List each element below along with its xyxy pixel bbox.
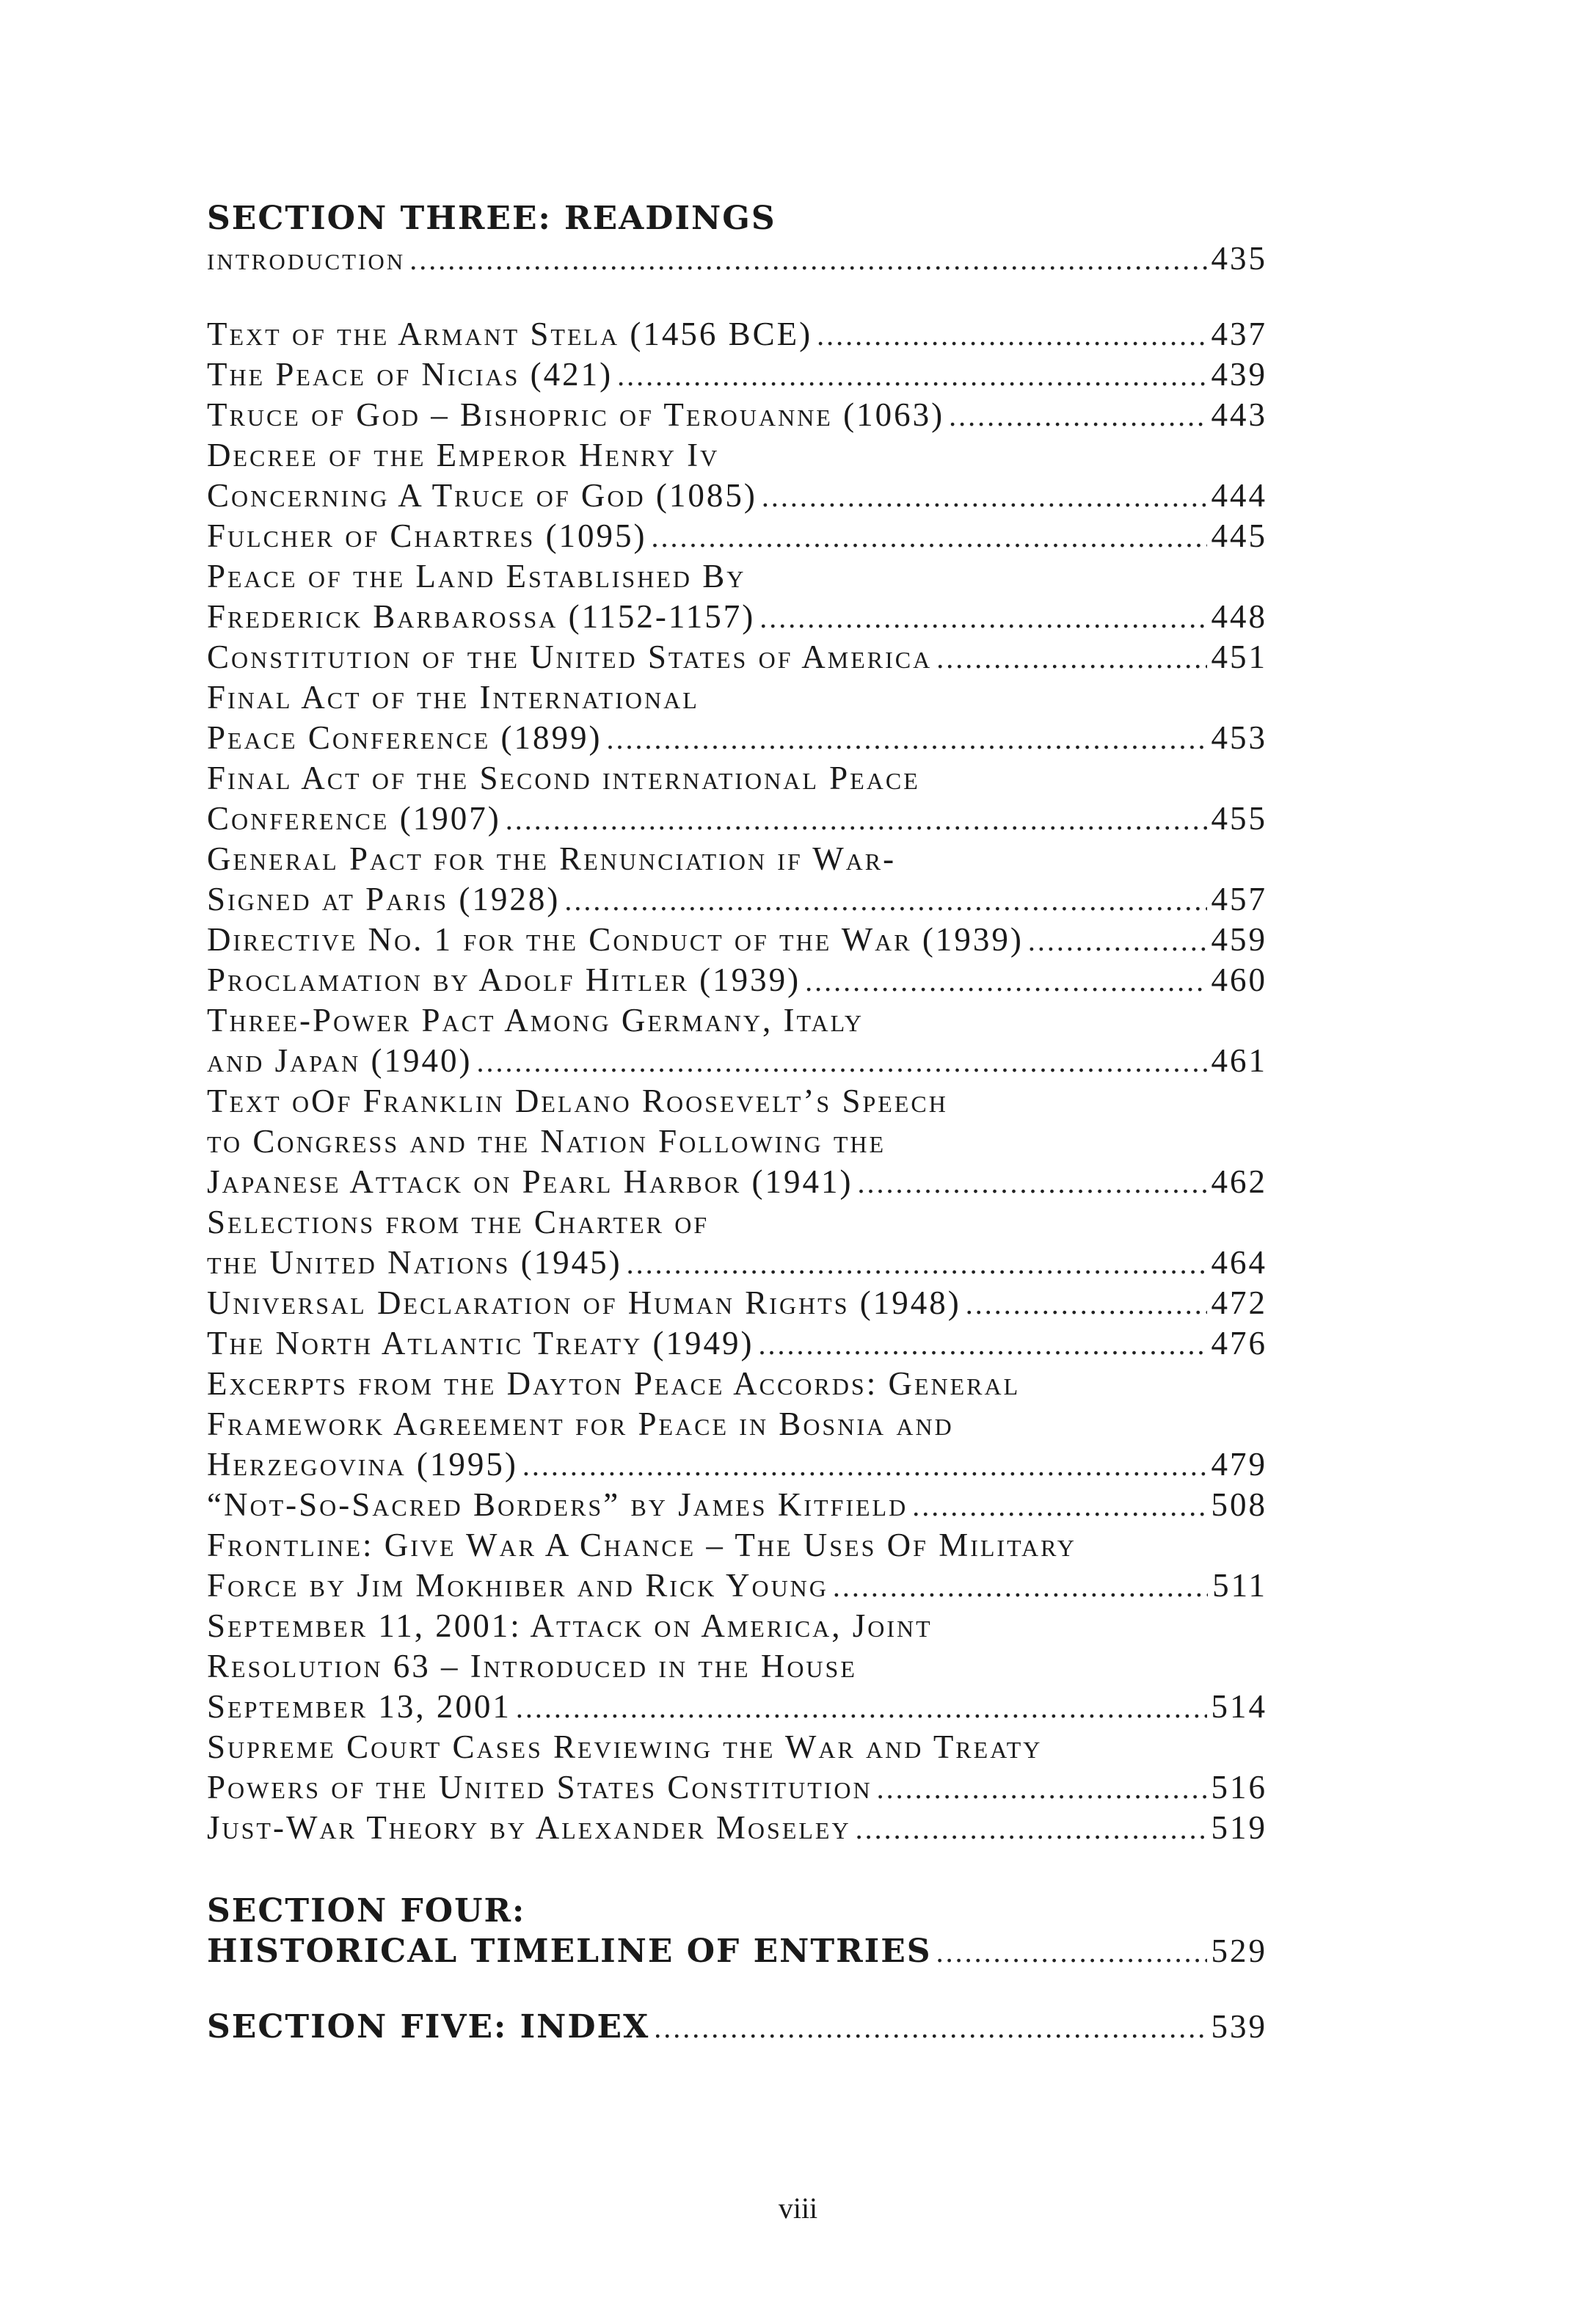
toc-entry-page: 457: [1211, 881, 1267, 917]
toc-entry-page: 514: [1211, 1688, 1267, 1725]
spacer: [207, 279, 1267, 314]
toc-entry: [207, 920, 1267, 960]
dot-leader: [759, 597, 1206, 638]
toc-entry-title: Text of the Armant Stela (1456 BCE): [207, 316, 813, 352]
dot-leader: [856, 1808, 1207, 1849]
toc-entry: [207, 637, 1267, 677]
toc-entry: [207, 1283, 1267, 1323]
toc-entry: [207, 1566, 1267, 1606]
toc-entry-title: Powers of the United States Constitution: [207, 1769, 872, 1806]
dot-leader: [522, 1445, 1207, 1486]
table-of-contents: [207, 198, 1267, 2047]
toc-entry: [207, 1485, 1267, 1525]
section-four-heading: SECTION FOUR:: [207, 1892, 526, 1930]
toc-entry-line: Decree of the Emperor Henry Iv: [207, 437, 720, 473]
toc-entry-page: 445: [1211, 517, 1267, 554]
toc-entry-title: the United Nations (1945): [207, 1244, 622, 1281]
dot-leader: [477, 1042, 1207, 1082]
dot-leader: [805, 961, 1206, 1001]
dot-leader: [506, 799, 1207, 840]
toc-entry: [207, 476, 1267, 516]
toc-entry-title: and Japan (1940): [207, 1042, 473, 1079]
toc-entry: [207, 395, 1267, 435]
toc-entry-title: INTRODUCTION: [207, 249, 406, 275]
toc-entry-line: Framework Agreement for Peace in Bosnia and: [207, 1406, 954, 1442]
toc-entry-line: to Congress and the Nation Following the: [207, 1123, 886, 1160]
toc-entry-page: 472: [1211, 1284, 1267, 1321]
spacer: [207, 1971, 1267, 2007]
toc-entry-page: 444: [1211, 477, 1267, 514]
toc-entry: [207, 314, 1267, 355]
toc-entry-page: 511: [1212, 1567, 1267, 1604]
toc-entry-page: 461: [1211, 1042, 1267, 1079]
toc-entry: [207, 718, 1267, 758]
toc-entry: [207, 799, 1267, 839]
toc-entry: [207, 355, 1267, 395]
toc-entry-index: [207, 2007, 1267, 2047]
toc-entry-title: “Not-So-Sacred Borders” by James Kitfield: [207, 1486, 908, 1523]
dot-leader: [516, 1687, 1207, 1728]
toc-entry-line: Frontline: Give War A Chance – The Uses Of Military: [207, 1527, 1076, 1563]
toc-entry-page: 459: [1211, 921, 1267, 958]
toc-entry: [207, 1687, 1267, 1727]
toc-entry: [207, 960, 1267, 1000]
dot-leader: [758, 1324, 1206, 1364]
toc-entry: [207, 1243, 1267, 1283]
toc-entry: [207, 1767, 1267, 1808]
dot-leader: [912, 1486, 1206, 1526]
toc-entry-line: Supreme Court Cases Reviewing the War and Treaty: [207, 1728, 1043, 1765]
toc-entry-page: 464: [1211, 1244, 1267, 1281]
toc-entry-line: Resolution 63 – Introduced in the House: [207, 1648, 857, 1684]
dot-leader: [966, 1284, 1207, 1324]
toc-entry-line: Final Act of the Second international Peace: [207, 760, 920, 796]
toc-entry-page: 508: [1211, 1486, 1267, 1523]
section-three-heading: SECTION THREE: READINGS: [207, 200, 776, 237]
toc-entry: [207, 516, 1267, 556]
toc-entry-line: Text oOf Franklin Delano Roosevelt’s Speech: [207, 1083, 948, 1119]
toc-entry-page: 451: [1211, 639, 1267, 675]
toc-entry-title: Universal Declaration of Human Rights (1948): [207, 1284, 961, 1321]
toc-entry: [207, 1323, 1267, 1364]
toc-entry-title: Frederick Barbarossa (1152-1157): [207, 598, 756, 635]
toc-entry-title: Signed at Paris (1928): [207, 881, 561, 917]
dot-leader: [936, 1932, 1207, 1972]
toc-entry-page: 439: [1211, 356, 1267, 393]
dot-leader: [936, 638, 1206, 678]
toc-entry-line: Peace of the Land Established By: [207, 558, 746, 595]
page-number: viii: [778, 2192, 818, 2225]
dot-leader: [857, 1163, 1206, 1203]
toc-entry-page: 435: [1211, 240, 1267, 277]
toc-entry-page: 476: [1211, 1325, 1267, 1362]
dot-leader: [652, 517, 1207, 557]
toc-entry-line: Three-Power Pact Among Germany, Italy: [207, 1002, 864, 1039]
toc-entry: [207, 1041, 1267, 1081]
toc-entry-title: Force by Jim Mokhiber and Rick Young: [207, 1567, 828, 1604]
readings-list: [207, 314, 1267, 1848]
dot-leader: [617, 355, 1206, 396]
toc-entry-page: 448: [1211, 598, 1267, 635]
toc-entry-page: 437: [1211, 316, 1267, 352]
toc-entry-line: General Pact for the Renunciation if War-: [207, 840, 897, 877]
toc-entry-title: Directive No. 1 for the Conduct of the War (1939): [207, 921, 1024, 958]
toc-entry-title: SECTION FIVE: INDEX: [207, 2008, 650, 2046]
dot-leader: [654, 2007, 1206, 2048]
toc-entry-title: September 13, 2001: [207, 1688, 511, 1725]
toc-entry-title: Constitution of the United States of America: [207, 639, 933, 675]
dot-leader: [1028, 920, 1207, 961]
toc-entry-title: The Peace of Nicias (421): [207, 356, 613, 393]
toc-entry-line: Selections from the Charter of: [207, 1204, 710, 1240]
dot-leader: [627, 1243, 1207, 1284]
dot-leader: [949, 396, 1206, 436]
toc-entry-title: HISTORICAL TIMELINE OF ENTRIES: [207, 1933, 932, 1970]
toc-entry-title: Conference (1907): [207, 800, 501, 837]
toc-entry-title: Proclamation by Adolf Hitler (1939): [207, 961, 801, 998]
dot-leader: [409, 239, 1206, 280]
toc-entry-title: The North Atlantic Treaty (1949): [207, 1325, 754, 1362]
toc-entry-title: Japanese Attack on Pearl Harbor (1941): [207, 1163, 853, 1200]
toc-entry: [207, 1162, 1267, 1202]
toc-entry-title: Fulcher of Chartres (1095): [207, 517, 647, 554]
toc-entry-introduction: [207, 239, 1267, 279]
toc-entry-title: Just-War Theory by Alexander Moseley: [207, 1809, 851, 1846]
toc-entry: [207, 597, 1267, 637]
toc-entry-page: 479: [1211, 1446, 1267, 1483]
toc-entry-line: Excerpts from the Dayton Peace Accords: General: [207, 1365, 1021, 1402]
dot-leader: [877, 1768, 1207, 1808]
toc-entry-title: Herzegovina (1995): [207, 1446, 518, 1483]
toc-entry-page: 443: [1211, 396, 1267, 433]
dot-leader: [564, 880, 1206, 920]
toc-entry-timeline: [207, 1931, 1267, 1971]
toc-entry-page: 453: [1211, 719, 1267, 756]
toc-entry-page: 455: [1211, 800, 1267, 837]
toc-entry-title: Peace Conference (1899): [207, 719, 602, 756]
toc-entry-title: Truce of God – Bishopric of Terouanne (1063): [207, 396, 945, 433]
dot-leader: [817, 315, 1206, 355]
toc-entry-page: 529: [1211, 1933, 1267, 1969]
toc-entry-page: 460: [1211, 961, 1267, 998]
dot-leader: [762, 476, 1207, 517]
toc-entry-page: 462: [1211, 1163, 1267, 1200]
toc-entry-page: 519: [1211, 1809, 1267, 1846]
toc-entry: [207, 1808, 1267, 1848]
dot-leader: [833, 1566, 1208, 1607]
toc-entry-line: Final Act of the International: [207, 679, 699, 716]
spacer: [207, 1848, 1267, 1891]
toc-entry-page: 516: [1211, 1769, 1267, 1806]
toc-entry-page: 539: [1211, 2008, 1267, 2045]
toc-entry-title: Concerning A Truce of God (1085): [207, 477, 757, 514]
toc-entry-line: September 11, 2001: Attack on America, Joint: [207, 1607, 933, 1644]
toc-entry: [207, 1444, 1267, 1485]
dot-leader: [607, 719, 1207, 759]
toc-entry: [207, 879, 1267, 920]
